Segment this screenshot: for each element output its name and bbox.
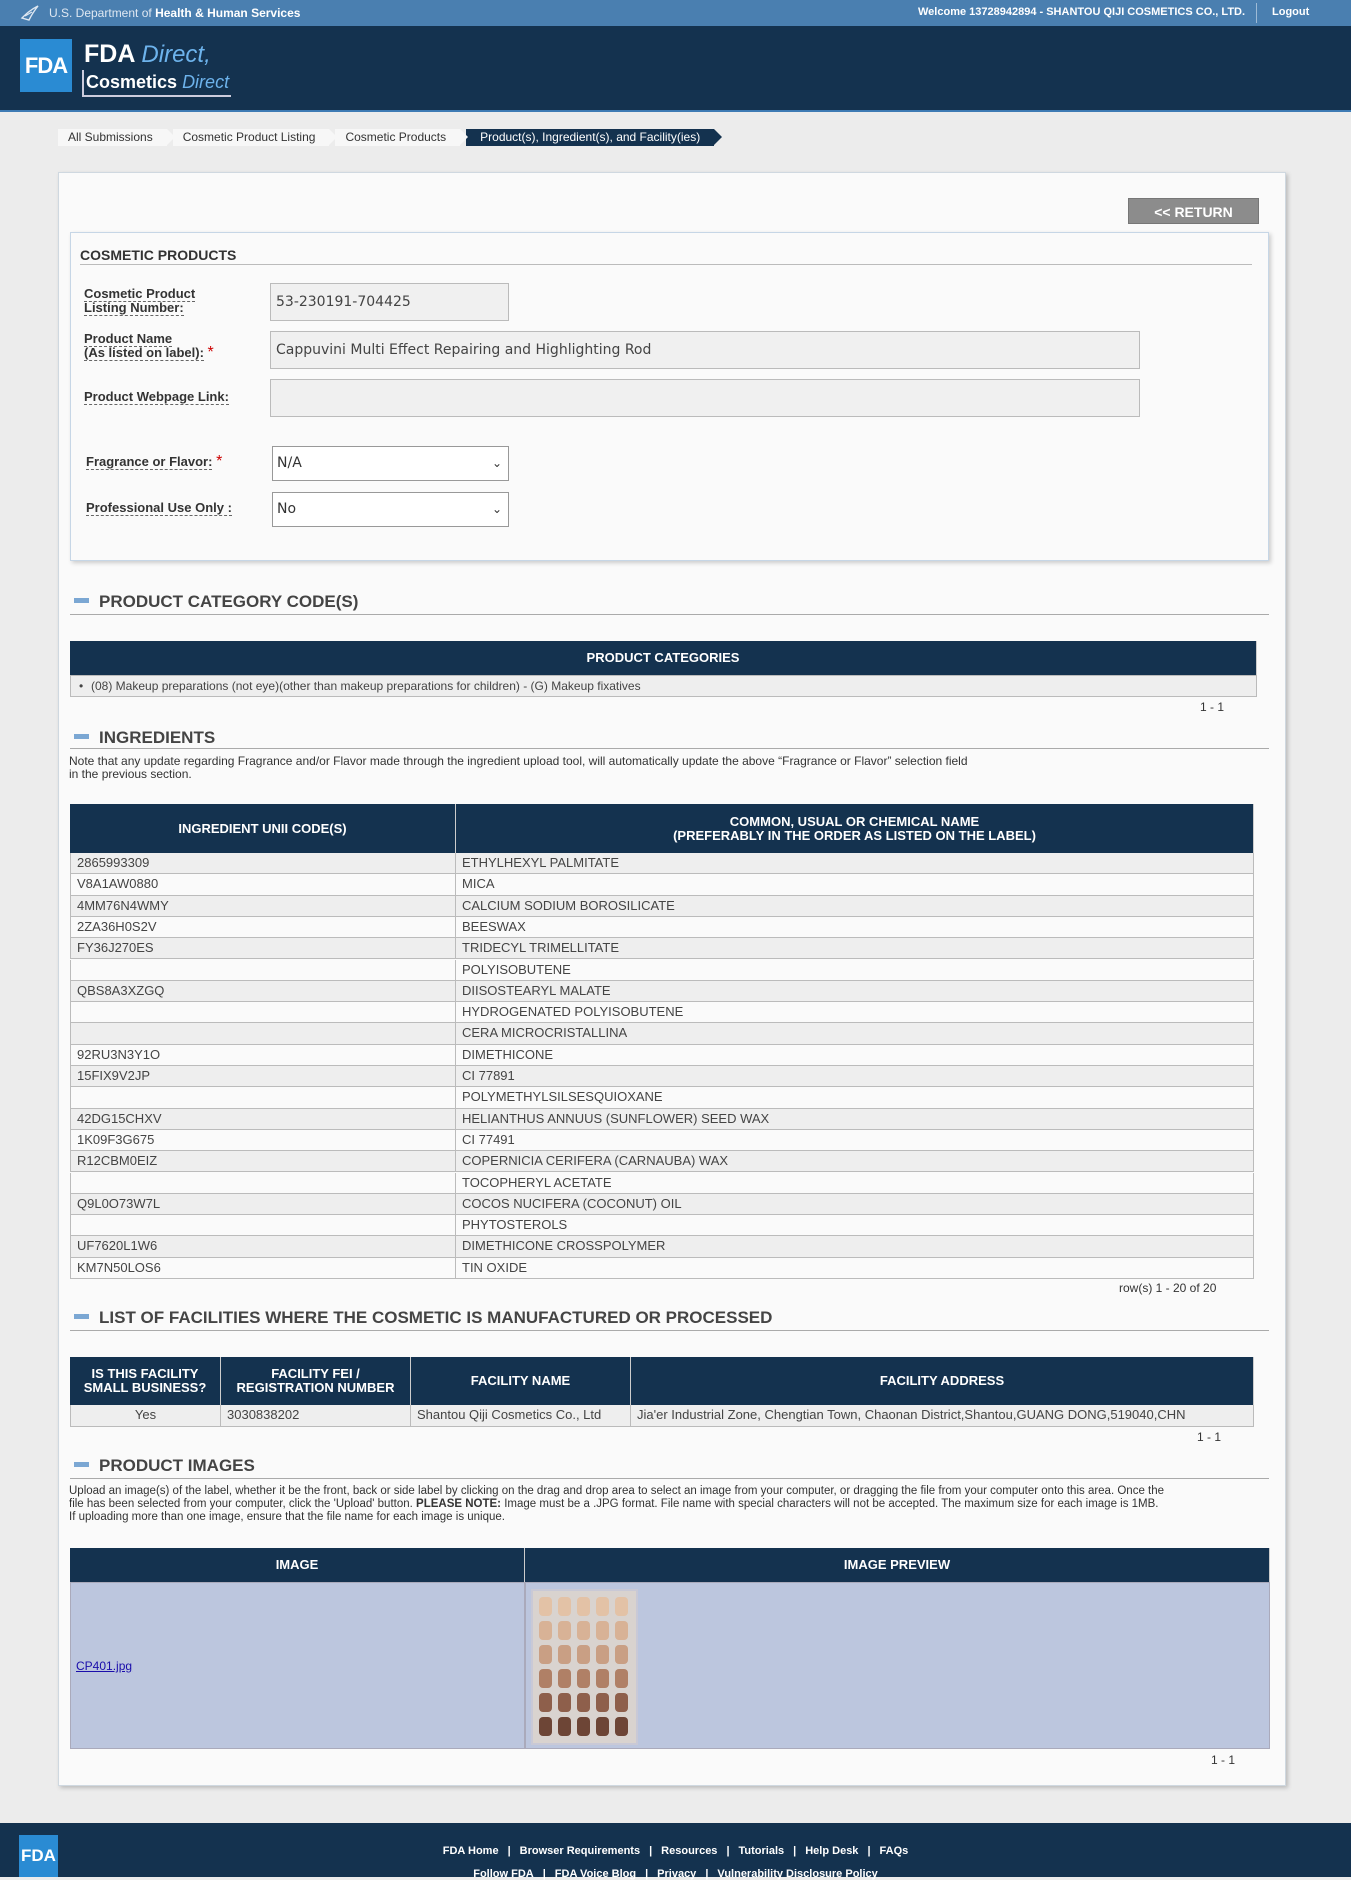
footer-link-fda-home[interactable]: FDA Home bbox=[442, 1845, 499, 1857]
fda-direct-title: FDA Direct, bbox=[84, 40, 211, 68]
footer-link-faqs[interactable]: FAQs bbox=[879, 1845, 909, 1857]
ingredient-name-cell: COCOS NUCIFERA (COCONUT) OIL bbox=[456, 1194, 1254, 1215]
breadcrumb-cosmetic-products[interactable]: Cosmetic Products bbox=[335, 129, 460, 146]
images-note bbox=[69, 1485, 1274, 1524]
collapse-icon[interactable] bbox=[74, 598, 89, 603]
image-file-cell bbox=[70, 1582, 525, 1749]
ingredient-name-cell: TIN OXIDE bbox=[456, 1258, 1254, 1279]
footer-link-resources[interactable]: Resources bbox=[661, 1845, 718, 1857]
footer-separator: | bbox=[645, 1868, 649, 1880]
agency-prefix: U.S. Department of bbox=[49, 6, 152, 20]
ingredients-note-line2: in the previous section. bbox=[69, 767, 192, 781]
image-column-header: IMAGE bbox=[70, 1548, 525, 1582]
section-divider bbox=[70, 614, 1269, 615]
product-stick bbox=[539, 1645, 552, 1664]
ingredient-name-cell: DIMETHICONE bbox=[456, 1045, 1254, 1066]
chevron-down-icon: ⌄ bbox=[491, 502, 502, 516]
fei-header-line2: REGISTRATION NUMBER bbox=[236, 1380, 395, 1395]
breadcrumb-all-submissions[interactable]: All Submissions bbox=[58, 129, 167, 146]
fda-logo[interactable]: FDA bbox=[20, 39, 72, 92]
fragrance-label bbox=[86, 455, 222, 469]
listing-label-line2: Listing Number: bbox=[84, 300, 184, 315]
ingredient-unii-cell: 2865993309 bbox=[70, 853, 456, 874]
webpage-link-label bbox=[84, 390, 229, 404]
product-stick bbox=[596, 1645, 609, 1664]
categories-header: PRODUCT CATEGORIES bbox=[70, 641, 1257, 675]
ingredient-unii-cell: 1K09F3G675 bbox=[70, 1130, 456, 1151]
ingredient-unii-cell: 2ZA36H0S2V bbox=[70, 917, 456, 938]
product-name-label-line1: Product Name bbox=[84, 331, 173, 346]
logout-link[interactable]: Logout bbox=[1272, 6, 1310, 18]
product-stick bbox=[615, 1693, 628, 1712]
professional-use-label bbox=[86, 501, 232, 515]
product-stick bbox=[615, 1669, 628, 1688]
ingredients-section-heading[interactable] bbox=[74, 728, 215, 748]
section-divider bbox=[70, 748, 1269, 749]
ingredient-name-cell: POLYISOBUTENE bbox=[456, 960, 1254, 981]
ingredient-unii-cell: 15FIX9V2JP bbox=[70, 1066, 456, 1087]
facility-name: Shantou Qiji Cosmetics Co., Ltd bbox=[411, 1405, 631, 1427]
listing-label-line1: Cosmetic Product bbox=[84, 286, 196, 301]
ingredient-unii-cell: 42DG15CHXV bbox=[70, 1109, 456, 1130]
brand-line2-italic: Direct bbox=[182, 72, 230, 92]
image-preview-column-header: IMAGE PREVIEW bbox=[525, 1548, 1270, 1582]
footer-link-privacy[interactable]: Privacy bbox=[657, 1868, 697, 1880]
facilities-pager: 1 - 1 bbox=[1197, 1430, 1222, 1444]
category-pager: 1 - 1 bbox=[1200, 700, 1225, 714]
facility-address-column-header: FACILITY ADDRESS bbox=[631, 1357, 1254, 1405]
fieldset-divider bbox=[80, 264, 1252, 265]
images-note-line1: Upload an image(s) of the label, whether it be the front, back or side label by clicking on the drag and drop area to select an image from your computer, or dragging the file from your computer onto this area. Once the bbox=[69, 1485, 1165, 1497]
product-stick bbox=[615, 1717, 628, 1736]
site-footer bbox=[0, 1823, 1351, 1880]
ingredient-name-cell: TOCOPHERYL ACETATE bbox=[456, 1173, 1254, 1194]
images-note-please-note: PLEASE NOTE: bbox=[416, 1498, 502, 1510]
listing-number-label bbox=[84, 287, 195, 315]
product-stick bbox=[577, 1717, 590, 1736]
required-asterisk: * bbox=[207, 344, 214, 361]
collapse-icon[interactable] bbox=[74, 1462, 89, 1467]
ingredient-name-cell: MICA bbox=[456, 874, 1254, 895]
product-stick bbox=[596, 1717, 609, 1736]
ingredient-name-cell: BEESWAX bbox=[456, 917, 1254, 938]
product-stick bbox=[558, 1669, 571, 1688]
footer-separator: | bbox=[793, 1845, 797, 1857]
product-name-label bbox=[84, 332, 214, 360]
ingredient-unii-cell: 4MM76N4WMY bbox=[70, 896, 456, 917]
cosmetic-products-title: COSMETIC PRODUCTS bbox=[80, 247, 237, 263]
ingredient-unii-cell bbox=[70, 1002, 456, 1023]
professional-label-text: Professional Use Only : bbox=[86, 500, 232, 515]
ingredient-name-cell: PHYTOSTEROLS bbox=[456, 1215, 1254, 1236]
footer-separator: | bbox=[867, 1845, 871, 1857]
category-heading-text: PRODUCT CATEGORY CODE(S) bbox=[99, 592, 359, 611]
ingredients-pager: row(s) 1 - 20 of 20 bbox=[1119, 1281, 1217, 1295]
fei-header-line1: FACILITY FEI / bbox=[271, 1366, 360, 1381]
product-stick bbox=[577, 1597, 590, 1616]
product-stick bbox=[596, 1669, 609, 1688]
professional-selected-value: No bbox=[277, 501, 297, 517]
site-header bbox=[0, 26, 1351, 112]
collapse-icon[interactable] bbox=[74, 1314, 89, 1319]
agency-name-bold: Health & Human Services bbox=[155, 6, 301, 20]
footer-separator: | bbox=[726, 1845, 730, 1857]
facility-small-business: Yes bbox=[70, 1405, 221, 1427]
welcome-message: Welcome 13728942894 - SHANTOU QIJI COSMETICS CO., LTD. bbox=[918, 6, 1246, 18]
chemical-name-header-line2: (PREFERABLY IN THE ORDER AS LISTED ON THE LABEL) bbox=[673, 827, 1036, 843]
product-stick bbox=[577, 1621, 590, 1640]
breadcrumb-product-listing[interactable]: Cosmetic Product Listing bbox=[173, 129, 330, 146]
product-stick bbox=[558, 1597, 571, 1616]
footer-link-follow-fda[interactable]: Follow FDA bbox=[473, 1868, 534, 1880]
product-stick bbox=[539, 1621, 552, 1640]
product-stick bbox=[615, 1645, 628, 1664]
unii-column-header: INGREDIENT UNII CODE(S) bbox=[70, 804, 456, 853]
required-asterisk: * bbox=[216, 453, 223, 470]
ingredient-unii-cell: UF7620L1W6 bbox=[70, 1236, 456, 1257]
product-stick bbox=[577, 1645, 590, 1664]
ingredient-unii-cell: 92RU3N3Y1O bbox=[70, 1045, 456, 1066]
ingredient-name-cell: CI 77891 bbox=[456, 1066, 1254, 1087]
ingredient-name-cell: CALCIUM SODIUM BOROSILICATE bbox=[456, 896, 1254, 917]
product-stick bbox=[577, 1669, 590, 1688]
footer-separator: | bbox=[649, 1845, 653, 1857]
webpage-link-field[interactable] bbox=[270, 379, 1140, 417]
footer-separator: | bbox=[542, 1868, 546, 1880]
breadcrumb-current-page: Product(s), Ingredient(s), and Facility(ies) bbox=[466, 129, 714, 146]
ingredient-unii-cell: FY36J270ES bbox=[70, 938, 456, 959]
webpage-label-text: Product Webpage Link: bbox=[84, 389, 229, 404]
small-business-column-header bbox=[70, 1357, 221, 1405]
product-stick bbox=[596, 1693, 609, 1712]
listing-number-field[interactable]: 53-230191-704425 bbox=[270, 283, 509, 321]
ingredients-note bbox=[69, 755, 968, 781]
product-name-field[interactable]: Cappuvini Multi Effect Repairing and Highlighting Rod bbox=[270, 331, 1140, 369]
ingredient-name-cell: TRIDECYL TRIMELLITATE bbox=[456, 938, 1254, 959]
footer-separator: | bbox=[507, 1845, 511, 1857]
section-divider bbox=[70, 1330, 1269, 1331]
category-item-text: (08) Makeup preparations (not eye)(other than makeup preparations for children) - (G) Makeup fixatives bbox=[91, 679, 641, 693]
return-button[interactable]: << RETURN bbox=[1128, 198, 1259, 224]
fei-column-header bbox=[221, 1357, 411, 1405]
small-business-header-line2: SMALL BUSINESS? bbox=[83, 1380, 207, 1395]
images-note-line2a: file has been selected from your computer, click the 'Upload' button. bbox=[69, 1498, 413, 1510]
ingredient-name-cell: HELIANTHUS ANNUUS (SUNFLOWER) SEED WAX bbox=[456, 1109, 1254, 1130]
footer-links-row1 bbox=[0, 1845, 1351, 1857]
ingredient-unii-cell bbox=[70, 960, 456, 981]
chemical-name-header-line1: COMMON, USUAL OR CHEMICAL NAME bbox=[729, 813, 980, 829]
product-name-label-line2: (As listed on label): bbox=[84, 345, 204, 360]
ingredient-name-cell: DIISOSTEARYL MALATE bbox=[456, 981, 1254, 1002]
images-note-line3: If uploading more than one image, ensure that the file name for each image is unique. bbox=[69, 1511, 505, 1523]
facilities-heading-text: LIST OF FACILITIES WHERE THE COSMETIC IS MANUFACTURED OR PROCESSED bbox=[99, 1308, 773, 1327]
footer-fda-logo[interactable]: FDA bbox=[19, 1835, 58, 1877]
bullet-icon: • bbox=[79, 679, 84, 693]
footer-link-tutorials[interactable]: Tutorials bbox=[738, 1845, 785, 1857]
chevron-down-icon: ⌄ bbox=[491, 456, 502, 470]
collapse-icon[interactable] bbox=[74, 734, 89, 739]
ingredient-unii-cell bbox=[70, 1023, 456, 1044]
product-stick bbox=[539, 1597, 552, 1616]
ingredient-name-cell: HYDROGENATED POLYISOBUTENE bbox=[456, 1002, 1254, 1023]
facility-address: Jia'er Industrial Zone, Chengtian Town, Chaonan District,Shantou,GUANG DONG,519040,CHN bbox=[631, 1405, 1254, 1427]
image-file-link[interactable]: CP401.jpg bbox=[76, 1659, 133, 1673]
facility-fei: 3030838202 bbox=[221, 1405, 411, 1427]
category-list-item bbox=[70, 675, 1257, 697]
images-heading-text: PRODUCT IMAGES bbox=[99, 1456, 255, 1475]
product-stick bbox=[558, 1717, 571, 1736]
product-stick bbox=[539, 1693, 552, 1712]
fragrance-label-text: Fragrance or Flavor: bbox=[86, 454, 213, 469]
footer-separator: | bbox=[705, 1868, 709, 1880]
top-bar-divider bbox=[1256, 3, 1257, 23]
ingredients-heading-text: INGREDIENTS bbox=[99, 728, 216, 747]
brand-line1-bold: FDA bbox=[84, 40, 135, 68]
ingredient-unii-cell: QBS8A3XZGQ bbox=[70, 981, 456, 1002]
fragrance-select[interactable] bbox=[272, 446, 509, 481]
ingredient-name-cell: COPERNICIA CERIFERA (CARNAUBA) WAX bbox=[456, 1151, 1254, 1172]
product-stick bbox=[558, 1621, 571, 1640]
images-note-line2c: Image must be a .JPG format. File name with special characters will not be accepted. The maximum size for each image is 1MB. bbox=[504, 1498, 1159, 1510]
product-stick bbox=[558, 1645, 571, 1664]
hhs-eagle-icon bbox=[20, 4, 40, 22]
agency-name[interactable] bbox=[49, 6, 300, 20]
images-pager: 1 - 1 bbox=[1211, 1753, 1236, 1767]
facility-name-column-header: FACILITY NAME bbox=[411, 1357, 631, 1405]
ingredient-unii-cell bbox=[70, 1173, 456, 1194]
ingredient-name-cell: DIMETHICONE CROSSPOLYMER bbox=[456, 1236, 1254, 1257]
ingredient-unii-cell: Q9L0O73W7L bbox=[70, 1194, 456, 1215]
fragrance-selected-value: N/A bbox=[277, 455, 302, 471]
professional-use-select[interactable] bbox=[272, 492, 509, 527]
ingredient-unii-cell bbox=[70, 1215, 456, 1236]
ingredient-unii-cell: R12CBM0EIZ bbox=[70, 1151, 456, 1172]
ingredients-note-line1: Note that any update regarding Fragrance and/or Flavor made through the ingredient upload tool, will automatically update the above “Fragrance or Flavor” selection field bbox=[69, 754, 968, 768]
ingredient-name-cell: ETHYLHEXYL PALMITATE bbox=[456, 853, 1254, 874]
ingredient-name-cell: CERA MICROCRISTALLINA bbox=[456, 1023, 1254, 1044]
small-business-header-line1: IS THIS FACILITY bbox=[91, 1366, 199, 1381]
footer-link-vulnerability-disclosure-policy[interactable]: Vulnerability Disclosure Policy bbox=[717, 1868, 878, 1880]
section-divider bbox=[70, 1478, 1269, 1479]
ingredient-name-cell: POLYMETHYLSILSESQUIOXANE bbox=[456, 1087, 1254, 1108]
image-preview-cell bbox=[525, 1582, 1270, 1749]
footer-link-help-desk[interactable]: Help Desk bbox=[805, 1845, 859, 1857]
footer-link-fda-voice-blog[interactable]: FDA Voice Blog bbox=[554, 1868, 637, 1880]
footer-links-row2 bbox=[0, 1868, 1351, 1880]
chemical-name-column-header bbox=[456, 804, 1254, 853]
product-stick bbox=[577, 1693, 590, 1712]
product-stick bbox=[558, 1693, 571, 1712]
product-stick bbox=[615, 1597, 628, 1616]
brand-line2-bold: Cosmetics bbox=[86, 72, 178, 92]
ingredient-unii-cell: KM7N50LOS6 bbox=[70, 1258, 456, 1279]
breadcrumb bbox=[58, 129, 720, 146]
cosmetics-direct-title bbox=[82, 70, 231, 97]
ingredient-name-cell: CI 77491 bbox=[456, 1130, 1254, 1151]
product-stick bbox=[539, 1717, 552, 1736]
facilities-section-heading[interactable] bbox=[74, 1308, 772, 1328]
footer-link-browser-requirements[interactable]: Browser Requirements bbox=[519, 1845, 641, 1857]
ingredient-unii-cell bbox=[70, 1087, 456, 1108]
images-section-heading[interactable] bbox=[74, 1456, 255, 1476]
product-stick bbox=[596, 1597, 609, 1616]
ingredient-unii-cell: V8A1AW0880 bbox=[70, 874, 456, 895]
product-stick bbox=[596, 1621, 609, 1640]
hhs-top-bar bbox=[0, 0, 1351, 26]
product-photo-thumbnail[interactable] bbox=[531, 1589, 638, 1745]
category-section-heading[interactable] bbox=[74, 592, 358, 612]
brand-line1-italic: Direct bbox=[141, 41, 205, 68]
product-stick bbox=[539, 1669, 552, 1688]
product-stick bbox=[615, 1621, 628, 1640]
